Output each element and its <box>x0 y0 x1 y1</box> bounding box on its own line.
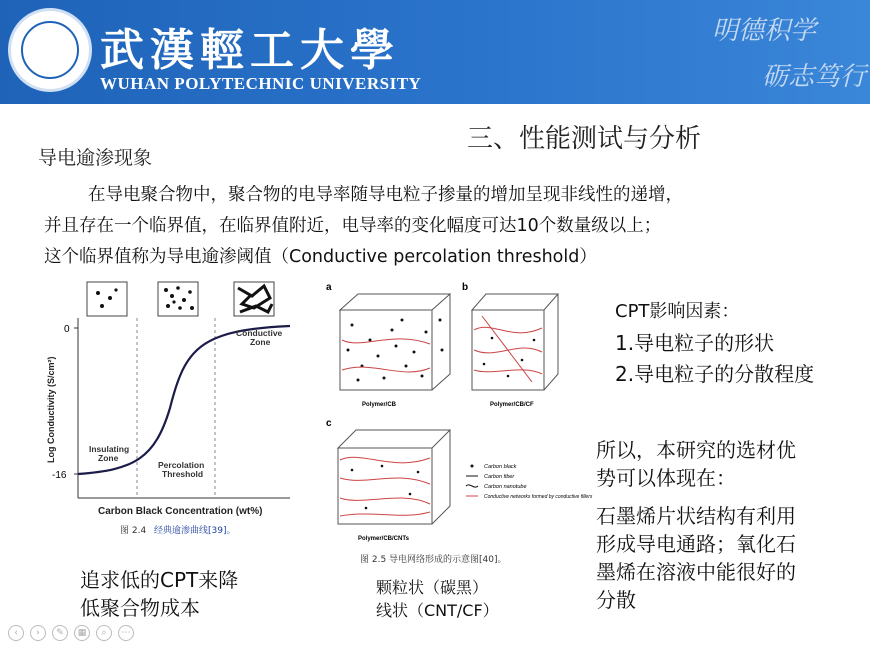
legend-carbon-nanotube: Carbon nanotube <box>484 484 527 490</box>
network-schematic-figure <box>322 280 593 570</box>
ytick-0: 0 <box>64 324 70 335</box>
panel-label-a: a <box>326 282 332 293</box>
header-banner <box>0 0 870 104</box>
paragraph-line: 并且存在一个临界值，在临界值附近，电导率的变化幅度可达10个数量级以上； <box>44 216 662 236</box>
zone-conductive: Conductive <box>236 328 283 338</box>
svg-text:Threshold: Threshold <box>162 469 204 479</box>
figure-caption-text: 经典逾渗曲线[39]。 <box>154 526 236 536</box>
pen-icon[interactable]: ✎ <box>52 625 68 641</box>
section-title: 三、性能测试与分析 <box>467 124 702 154</box>
particle-note-line: 线状（CNT/CF） <box>376 601 499 620</box>
y-axis-label: Log Conductivity (S/cm²) <box>46 356 56 463</box>
graphene-line: 墨烯在溶液中能很好的 <box>596 560 796 584</box>
paragraph-line: 这个临界值称为导电逾渗阈值（Conductive percolation threshold） <box>44 247 597 267</box>
university-name-en: WUHAN POLYTECHNIC UNIVERSITY <box>100 74 422 93</box>
cube-a <box>340 294 450 390</box>
advantage-text <box>596 436 796 492</box>
particle-note <box>376 576 499 622</box>
more-options-icon[interactable]: ⋯ <box>118 625 134 641</box>
zone-insulating: Insulating <box>89 444 130 454</box>
slides-overview-icon[interactable]: ▦ <box>74 625 90 641</box>
motto-line-2: 砺志笃行 <box>762 62 867 92</box>
ytick-neg16: -16 <box>52 470 67 481</box>
university-logo <box>8 8 92 92</box>
cpt-factors <box>615 298 814 388</box>
panel-caption-b: Polymer/CB/CF <box>490 402 534 408</box>
graphene-line: 分散 <box>596 588 636 612</box>
particle-note-line: 颗粒状（碳黑） <box>376 578 489 597</box>
prev-slide-icon[interactable]: ‹ <box>8 625 24 641</box>
advantage-line: 势可以体现在： <box>596 466 736 490</box>
schematic-caption: 图 2.5 导电网络形成的示意图[40]。 <box>360 555 507 565</box>
cost-note-line: 追求低的CPT来降 <box>80 568 239 592</box>
panel-label-b: b <box>462 282 469 293</box>
cpt-item-2: 2.导电粒子的分散程度 <box>615 362 815 386</box>
cost-note-line: 低聚合物成本 <box>80 596 200 620</box>
svg-text:Zone: Zone <box>98 453 119 463</box>
graphene-line: 形成导电通路；氧化石 <box>596 532 796 556</box>
svg-text:Zone: Zone <box>250 337 271 347</box>
cost-note <box>80 566 238 622</box>
legend-carbon-black: Carbon black <box>484 464 517 470</box>
legend-conductive-networks: Conductive networks formed by conductive fillers <box>484 494 593 500</box>
paragraph-line: 在导电聚合物中，聚合物的电导率随导电粒子掺量的增加呈现非线性的递增， <box>88 185 683 205</box>
advantage-line: 所以，本研究的选材优 <box>596 438 796 462</box>
cube-b <box>472 294 558 390</box>
panel-label-c: c <box>326 418 332 429</box>
percolation-chart <box>40 278 298 540</box>
zone-percolation: Percolation <box>158 460 205 470</box>
network-schematic <box>322 280 593 570</box>
cpt-item-1: 1.导电粒子的形状 <box>615 331 775 355</box>
motto-line-1: 明德积学 <box>712 16 817 46</box>
x-axis-label: Carbon Black Concentration (wt%) <box>98 506 263 517</box>
panel-caption-c: Polymer/CB/CNTs <box>358 536 409 542</box>
zoom-icon[interactable]: ⌕ <box>96 625 112 641</box>
intro-paragraph <box>44 180 844 273</box>
inset-sparse <box>87 282 127 316</box>
figure-caption-num: 图 2.4 <box>120 526 147 536</box>
schematic-legend <box>466 464 593 500</box>
graphene-text <box>596 502 796 614</box>
panel-caption-a: Polymer/CB <box>362 402 397 408</box>
cpt-heading: CPT影响因素： <box>615 301 740 322</box>
slide-subtitle: 导电逾渗现象 <box>38 147 153 169</box>
graphene-line: 石墨烯片状结构有利用 <box>596 504 796 528</box>
legend-carbon-fiber: Carbon fiber <box>484 474 515 480</box>
cube-c <box>338 430 450 524</box>
university-name-cn: 武漢輕工大學 <box>100 25 400 76</box>
next-slide-icon[interactable]: › <box>30 625 46 641</box>
percolation-curve-figure <box>40 278 298 540</box>
